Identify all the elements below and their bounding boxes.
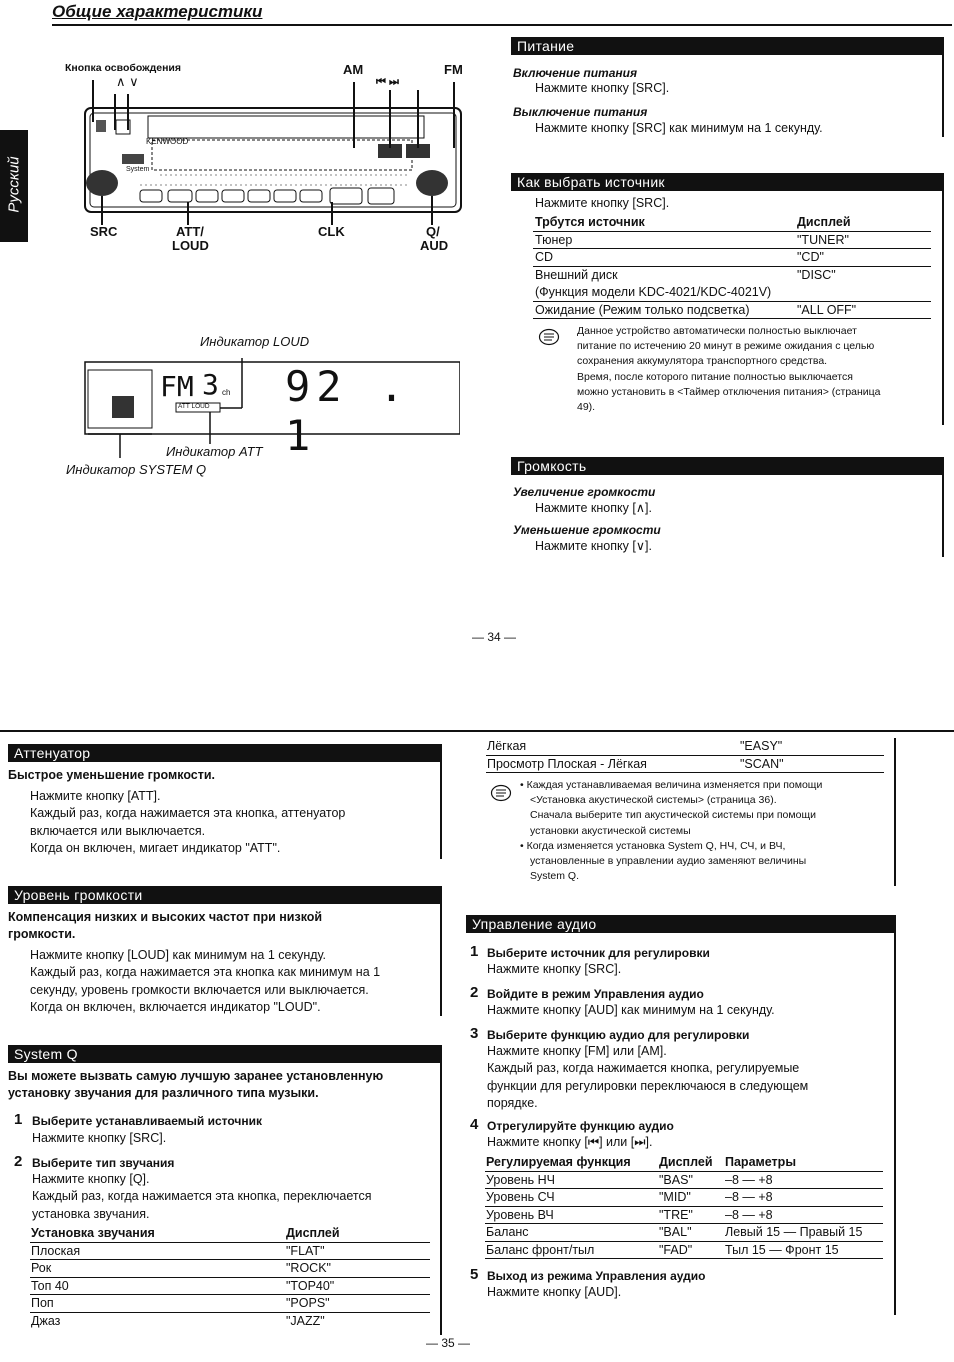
source-title: Как выбрать источник (511, 173, 943, 191)
label-src: SRC (90, 224, 118, 239)
table-row (30, 1278, 430, 1296)
volume-up-text: Нажмите кнопку [∧]. (535, 501, 652, 515)
cell: (Функция модели KDC-4021/KDC-4021V) (535, 285, 772, 299)
source-col1: Трбутся источник (535, 215, 645, 229)
audio-step5-text: Нажмите кнопку [AUD]. (487, 1285, 622, 1299)
body-line: Нажмите кнопку [FM] или [AM]. (487, 1044, 667, 1058)
table-row (533, 284, 931, 302)
cell: Баланс (486, 1225, 529, 1239)
source-table-header (533, 214, 931, 232)
source-col2: Дисплей (797, 215, 851, 229)
cell: Баланс фронт/тыл (486, 1242, 595, 1257)
cell: Поп (31, 1296, 54, 1310)
cell: Топ 40 (31, 1278, 69, 1293)
label-clk: CLK (318, 224, 345, 239)
page-divider (0, 730, 954, 732)
language-tab-label: Русский (5, 156, 23, 213)
body-line: включается или выключается. (30, 823, 206, 838)
table-row (485, 1172, 883, 1190)
note-icon (490, 784, 512, 802)
audio-step5-number: 5 (470, 1266, 479, 1283)
cell: Просмотр Плоская - Лёгкая (487, 756, 647, 771)
note-line: System Q. (530, 870, 580, 883)
lcd-att-tag: ATT LOUD (178, 403, 210, 410)
body-line: Нажмите кнопку [ATT]. (30, 789, 161, 803)
systemq-subtitle-1: Вы можете вызвать самую лучшую заранее установленную (8, 1069, 384, 1083)
table-row (533, 267, 931, 285)
cell: –8 — +8 (725, 1207, 773, 1222)
systemq-col2: Дисплей (286, 1226, 340, 1240)
source-table (533, 214, 931, 319)
audio-col1: Регулируемая функция (486, 1155, 631, 1169)
power-on-text: Нажмите кнопку [SRC]. (535, 81, 670, 95)
body-line: Каждый раз, когда нажимается эта кнопка, переключается (32, 1189, 372, 1204)
label-arrows: ∧ ∨ (116, 74, 139, 89)
note-line: Время, после которого питание полностью выключается (577, 370, 853, 383)
label-fm: FM (444, 62, 463, 77)
continued-vrule (894, 738, 896, 886)
loud-indicator-label: Индикатор LOUD (200, 334, 310, 349)
audio-table (485, 1154, 883, 1259)
body-line: Каждый раз, когда нажимается эта кнопка как минимум на 1 (30, 965, 381, 980)
device-diagram (60, 60, 470, 260)
table-row (485, 1207, 883, 1225)
cell: Плоская (31, 1243, 81, 1258)
note-line: Сначала выберите тип акустической системы при помощи (530, 809, 816, 822)
volume-down-title: Уменьшение громкости (513, 523, 661, 537)
loudness-body (30, 947, 380, 1017)
audio-step1-title: Выберите источник для регулировки (487, 946, 710, 960)
label-am: AM (343, 62, 364, 77)
power-on-title: Включение питания (513, 66, 638, 80)
lcd-freq: 92 . 1 (285, 362, 411, 460)
volume-title: Громкость (511, 457, 943, 475)
loudness-vrule (440, 886, 442, 1016)
table-row (533, 232, 931, 250)
cell: "TUNER" (797, 232, 849, 247)
car-stereo-illustration (60, 60, 470, 260)
systemq-table-continued (486, 738, 884, 773)
note-icon (538, 328, 560, 346)
cell: "DISC" (797, 267, 836, 282)
label-seek: ⏮ ⏭ (376, 76, 399, 88)
body-line: порядке. (487, 1096, 538, 1111)
volume-up-title: Увеличение громкости (513, 485, 656, 499)
table-row (533, 302, 931, 320)
volume-vrule (942, 457, 944, 557)
note-line: Данное устройство автоматически полностью выключает (577, 325, 857, 337)
table-row (30, 1313, 430, 1331)
label-att: ATT/ (176, 224, 204, 239)
note-line: <Установка акустической системы> (страница 36). (530, 794, 777, 807)
lcd-preset: 3 (202, 368, 219, 401)
note-line: установки акустической системы (530, 824, 691, 837)
audio-step2-title: Войдите в режим Управления аудио (487, 987, 704, 1001)
cell: "MID" (659, 1190, 691, 1204)
audio-step1-number: 1 (470, 943, 479, 960)
label-aud: AUD (420, 238, 449, 253)
attenuator-vrule (440, 744, 442, 859)
note-line: питание по истечению 20 минут в режиме ожидания с целью (577, 340, 875, 353)
cell: "FLAT" (286, 1243, 325, 1258)
cell: Джаз (31, 1313, 61, 1328)
systemq-col1: Установка звучания (31, 1226, 155, 1240)
cell: "EASY" (740, 739, 783, 753)
label-q: Q/ (426, 224, 440, 239)
power-off-title: Выключение питания (513, 105, 648, 119)
cell: Лёгкая (487, 739, 527, 753)
audio-title: Управление аудио (466, 915, 895, 933)
systemq-subtitle-2: установку звучания для различного типа музыки. (8, 1086, 319, 1100)
body-line: Нажмите кнопку [LOUD] как минимум на 1 секунду. (30, 948, 326, 962)
label-release: Кнопка освобождения (65, 62, 181, 74)
systemq-step1-number: 1 (14, 1111, 23, 1128)
page-number-bottom: — 35 — (426, 1336, 471, 1350)
note-line: • Когда изменяется установка System Q, НЧ, СЧ, и ВЧ, (520, 839, 786, 852)
attenuator-title: Аттенуатор (8, 744, 441, 762)
power-off-text: Нажмите кнопку [SRC] как минимум на 1 секунду. (535, 121, 823, 135)
cell: Тюнер (535, 232, 573, 247)
body-line: Каждый раз, когда нажимается кнопка, регулируемые (487, 1061, 800, 1076)
table-row (485, 1224, 883, 1242)
audio-step3-title: Выберите функцию аудио для регулировки (487, 1028, 750, 1042)
power-title: Питание (511, 37, 943, 55)
loudness-subtitle-2: громкости. (8, 927, 76, 941)
systemq-note (520, 778, 822, 884)
lcd-preset-suffix: ch (222, 388, 231, 397)
systemq-step2-title: Выберите тип звучания (32, 1156, 175, 1170)
systemq-step2-number: 2 (14, 1153, 23, 1170)
cell: "SCAN" (740, 756, 784, 771)
systemq-vrule (440, 1045, 442, 1335)
cell: "TRE" (659, 1207, 693, 1222)
header-rule (52, 24, 952, 26)
systemq-step2-body (32, 1171, 371, 1223)
cell: Уровень НЧ (486, 1172, 555, 1187)
table-row (30, 1295, 430, 1313)
audio-col3: Параметры (725, 1155, 796, 1169)
audio-step1-text: Нажмите кнопку [SRC]. (487, 962, 622, 976)
source-vrule (942, 173, 944, 425)
cell: –8 — +8 (725, 1172, 773, 1187)
cell: "ALL OFF" (797, 302, 857, 317)
note-line: можно установить в <Таймер отключения питания> (страница (577, 385, 881, 398)
cell: "CD" (797, 250, 824, 264)
cell: "JAZZ" (286, 1313, 325, 1328)
table-row (485, 1189, 883, 1207)
body-line: Когда он включен, мигает индикатор "ATT". (30, 841, 281, 856)
page-number-top: — 34 — (472, 630, 517, 644)
label-loud: LOUD (172, 238, 209, 253)
audio-step2-number: 2 (470, 984, 479, 1001)
cell: "TOP40" (286, 1278, 335, 1293)
note-line: 49). (577, 401, 596, 414)
audio-step4-title: Отрегулируйте функцию аудио (487, 1119, 674, 1133)
cell: –8 — +8 (725, 1190, 773, 1204)
cell: "BAL" (659, 1225, 692, 1239)
power-vrule (942, 37, 944, 137)
cell: CD (535, 250, 554, 264)
audio-step3-body (487, 1043, 808, 1113)
language-tab (0, 130, 28, 242)
cell: Уровень ВЧ (486, 1207, 554, 1222)
table-row (486, 738, 884, 756)
table-row (533, 249, 931, 267)
cell: Ожидание (Режим только подсветка) (535, 302, 750, 317)
volume-down-text: Нажмите кнопку [∨]. (535, 539, 652, 553)
systemq-indicator-label: Индикатор SYSTEM Q (66, 462, 207, 477)
page-title: Общие характеристики (52, 2, 263, 21)
cell: Тыл 15 — Фронт 15 (725, 1242, 839, 1257)
note-line: установленные в управлении аудио заменяют величины (530, 855, 807, 868)
audio-step5-title: Выход из режима Управления аудио (487, 1269, 706, 1283)
audio-vrule (894, 915, 896, 1315)
systemq-step1-title: Выберите устанавливаемый источник (32, 1114, 262, 1128)
cell: "FAD" (659, 1242, 693, 1257)
label-brand: KENWOOD (146, 137, 189, 146)
audio-step4-number: 4 (470, 1116, 479, 1133)
note-line: сохранения аккумулятора транспортного средства. (577, 355, 828, 368)
systemq-table-header (30, 1225, 430, 1243)
body-line: функции для регулировки переключаюся в следующем (487, 1078, 809, 1093)
systemq-table (30, 1225, 430, 1330)
table-row (30, 1260, 430, 1278)
audio-step2-text: Нажмите кнопку [AUD] как минимум на 1 секунду. (487, 1003, 775, 1017)
cell: Рок (31, 1261, 52, 1275)
cell: Внешний диск (535, 267, 618, 282)
table-row (486, 756, 884, 774)
audio-col2: Дисплей (659, 1155, 713, 1169)
body-line: Нажмите кнопку [Q]. (32, 1172, 150, 1186)
body-line: Каждый раз, когда нажимается эта кнопка, аттенуатор (30, 806, 346, 821)
cell: "BAS" (659, 1172, 693, 1187)
cell: "ROCK" (286, 1261, 331, 1275)
body-line: Когда он включен, включается индикатор "LOUD". (30, 1000, 321, 1015)
audio-step4-text: Нажмите кнопку [⏮] или [⏭]. (487, 1135, 653, 1149)
cell: "POPS" (286, 1296, 330, 1310)
attenuator-body (30, 788, 345, 858)
att-indicator-label: Индикатор ATT (166, 444, 263, 459)
audio-table-header (485, 1154, 883, 1172)
body-line: секунду, уровень громкости включается или выключается. (30, 982, 369, 997)
cell: Левый 15 — Правый 15 (725, 1225, 863, 1239)
audio-step3-number: 3 (470, 1025, 479, 1042)
lcd-band: FM (160, 370, 194, 403)
cell: Уровень СЧ (486, 1190, 555, 1204)
loudness-subtitle-1: Компенсация низких и высоких частот при низкой (8, 910, 323, 924)
systemq-title: System Q (8, 1045, 441, 1063)
table-row (485, 1242, 883, 1260)
table-row (30, 1243, 430, 1261)
source-intro: Нажмите кнопку [SRC]. (535, 196, 670, 210)
loudness-title: Уровень громкости (8, 886, 441, 904)
lcd-diagram (60, 330, 460, 480)
source-note (577, 324, 881, 415)
systemq-step1-text: Нажмите кнопку [SRC]. (32, 1131, 167, 1145)
note-line: • Каждая устанавливаемая величина изменяется при помощи (520, 779, 823, 791)
body-line: установка звучания. (32, 1206, 150, 1221)
label-systemq: System (126, 166, 150, 173)
attenuator-subtitle: Быстрое уменьшение громкости. (8, 768, 216, 782)
